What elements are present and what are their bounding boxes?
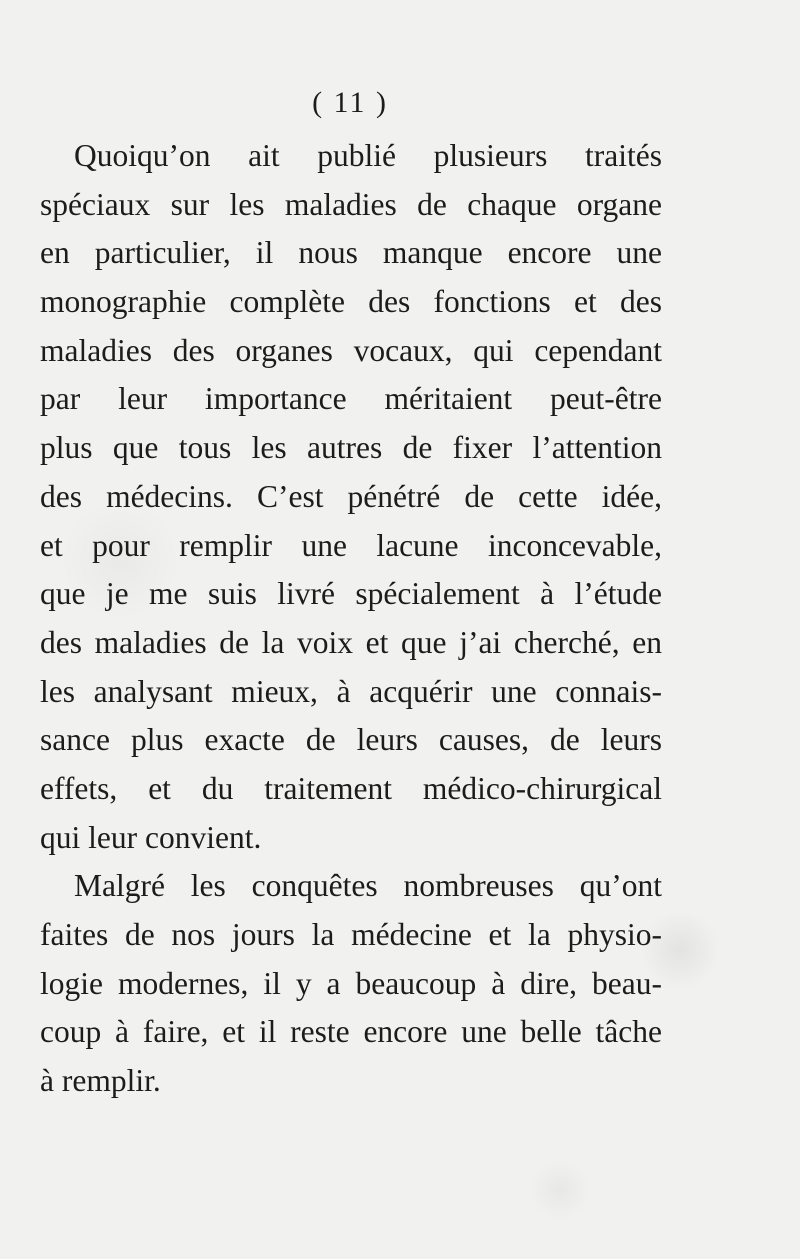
text-line: les analysant mieux, à acquérir une connais- [40, 673, 662, 709]
text-line: faites de nos jours la médecine et la physio- [40, 917, 662, 952]
text-line: Malgré les conquêtes nombreuses qu’ont [74, 868, 662, 904]
text-line: logie modernes, il y a beaucoup à dire, beau- [40, 965, 662, 1001]
text-line: maladies des organes vocaux, qui cependant [40, 332, 662, 368]
text-line: effets, et du traitement médico-chirurgical [40, 770, 662, 806]
text-line: et pour remplir une lacune inconcevable, [40, 527, 662, 563]
text-line: à remplir. [40, 1063, 161, 1099]
paragraph-2 [40, 862, 662, 1105]
text-line: plus que tous les autres de fixer l’attention [40, 430, 662, 466]
text-line: qui leur convient. [40, 819, 262, 855]
paragraph-1 [40, 132, 662, 862]
text-line: Quoiqu’on ait publié plusieurs traités [74, 138, 662, 173]
text-line: coup à faire, et il reste encore une belle tâche [40, 1014, 662, 1050]
text-line: sance plus exacte de leurs causes, de leurs [40, 722, 662, 758]
text-line: en particulier, il nous manque encore une [40, 235, 662, 271]
text-line: par leur importance méritaient peut-être [40, 381, 662, 417]
page-number: ( 11 ) [312, 86, 388, 119]
text-line: des maladies de la voix et que j’ai cherché, en [40, 624, 662, 660]
text-line: monographie complète des fonctions et des [40, 284, 662, 320]
text-line: spéciaux sur les maladies de chaque organe [40, 186, 662, 222]
text-line: des médecins. C’est pénétré de cette idée, [40, 478, 662, 514]
body-text [40, 132, 662, 1106]
text-line: que je me suis livré spécialement à l’étude [40, 576, 662, 612]
